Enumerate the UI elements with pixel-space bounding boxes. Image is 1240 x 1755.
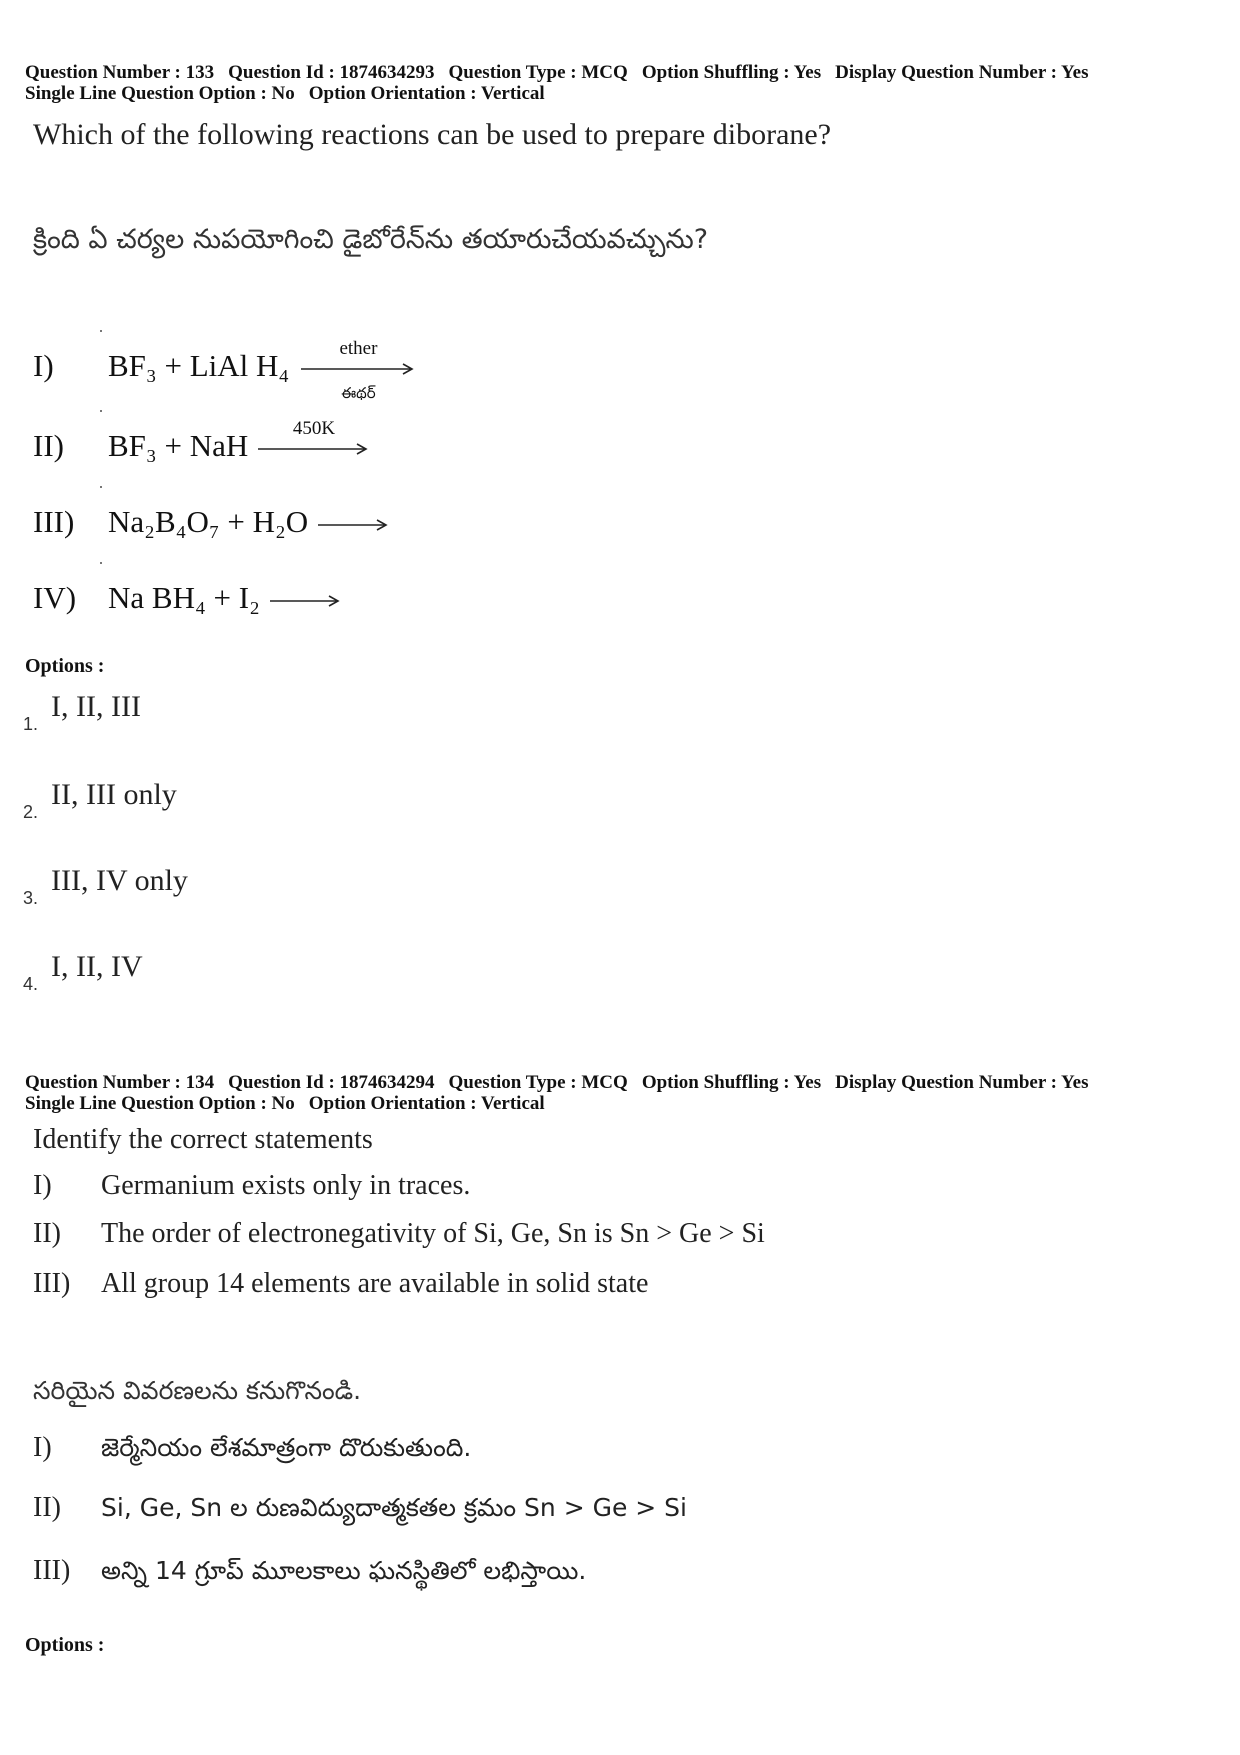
statement-number: II): [33, 1218, 61, 1249]
q134-statement-en-2: [33, 1218, 765, 1250]
reaction-lhs: Na₂B₄O₇ + H₂O: [108, 504, 309, 539]
reaction-arrow: [301, 337, 416, 402]
option-text: II, III only: [51, 778, 177, 811]
option-orientation: Option Orientation : Vertical: [308, 83, 545, 104]
statement-text: Germanium exists only in traces.: [101, 1170, 471, 1201]
question-number: Question Number : 134: [25, 1072, 215, 1093]
q134-statement-en-3: [33, 1268, 648, 1300]
single-line-option: Single Line Question Option : No: [25, 1093, 295, 1114]
question-number: Question Number : 133: [25, 62, 215, 83]
option-number: 1.: [23, 714, 39, 734]
q134-question-telugu: సరియైన వివరణలను కనుగొనండి.: [33, 1376, 362, 1405]
reaction-arrow: [270, 594, 342, 608]
question-type: Question Type : MCQ: [448, 62, 628, 83]
q134-statement-te-1: [33, 1432, 471, 1469]
statement-text: All group 14 elements are available in solid state: [101, 1268, 649, 1299]
option-orientation: Option Orientation : Vertical: [308, 1093, 545, 1114]
statement-text: అన్ని 14 గ్రూప్ మూలకాలు ఘనస్థితిలో లభిస్తాయి.: [101, 1556, 587, 1585]
q133-options-label: Options :: [25, 655, 105, 677]
statement-number: I): [33, 1170, 52, 1201]
arrow-condition: ether: [339, 337, 378, 359]
q134-meta: [25, 1072, 1225, 1114]
option-shuffling: Option Shuffling : Yes: [641, 1072, 822, 1093]
q133-question-english: Which of the following reactions can be used to prepare diborane?: [33, 118, 832, 151]
option-number: 4.: [23, 974, 39, 994]
display-question-number: Display Question Number : Yes: [835, 62, 1089, 83]
option-number: 3.: [23, 888, 39, 908]
option-shuffling: Option Shuffling : Yes: [641, 62, 822, 83]
q134-statement-te-3: [33, 1555, 586, 1592]
option-text: III, IV only: [51, 864, 188, 897]
reaction-number: IV): [33, 580, 77, 615]
question-id: Question Id : 1874634293: [228, 62, 435, 83]
statement-number: III): [33, 1555, 71, 1586]
q134-statement-te-2: [33, 1492, 687, 1529]
statement-number: I): [33, 1432, 52, 1463]
q134-options-label: Options :: [25, 1634, 105, 1656]
reaction-arrow: [318, 518, 390, 532]
reaction-number: III): [33, 504, 75, 539]
reaction-lhs: BF₃ + LiAl H₄: [108, 348, 290, 383]
statement-text: The order of electronegativity of Si, Ge, Sn is Sn > Ge > Si: [101, 1218, 765, 1249]
q134-question-english: Identify the correct statements: [33, 1124, 373, 1155]
reaction-number: I): [33, 348, 54, 383]
reaction-lhs: Na BH₄ + I₂: [108, 580, 260, 615]
question-type: Question Type : MCQ: [448, 1072, 628, 1093]
question-id: Question Id : 1874634294: [228, 1072, 435, 1093]
statement-number: III): [33, 1268, 71, 1299]
reaction-arrow: [258, 417, 370, 456]
q134-statement-en-1: [33, 1170, 470, 1202]
arrow-condition: 450K: [292, 417, 336, 439]
reaction-lhs: BF₃ + NaH: [108, 428, 249, 463]
option-text: I, II, III: [51, 690, 141, 723]
statement-number: II): [33, 1492, 61, 1523]
single-line-option: Single Line Question Option : No: [25, 83, 295, 104]
option-number: 2.: [23, 802, 39, 822]
display-question-number: Display Question Number : Yes: [835, 1072, 1089, 1093]
arrow-condition-telugu: ఈథర్: [341, 383, 376, 402]
q133-question-telugu: క్రింది ఏ చర్యల నుపయోగించి డైబోరేన్‌ను తయారుచేయవచ్చును?: [33, 224, 709, 255]
option-text: I, II, IV: [51, 950, 143, 983]
statement-text: జెర్మేనియం లేశమాత్రంగా దొరుకుతుంది.: [101, 1433, 472, 1462]
q133-meta: [25, 62, 1225, 104]
reaction-number: II): [33, 428, 64, 463]
statement-text: Si, Ge, Sn ల రుణవిద్యుదాత్మకతల క్రమం Sn > Ge > Si: [101, 1493, 687, 1522]
